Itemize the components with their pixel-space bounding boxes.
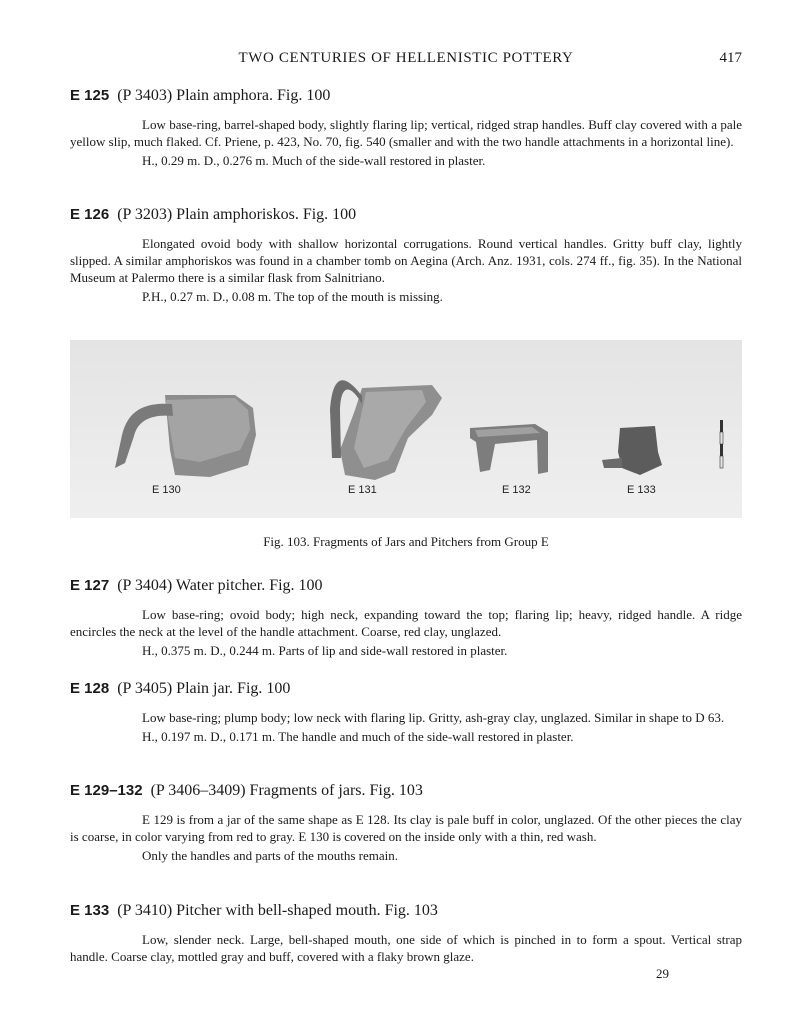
figure-label-e132: E 132	[502, 484, 531, 496]
entry-title: (P 3403) Plain amphora. Fig. 100	[117, 87, 331, 104]
catalogue-number: E 129–132	[70, 782, 143, 799]
remarks: Only the handles and parts of the mouths remain.	[142, 848, 398, 863]
figure-photograph	[70, 340, 742, 518]
entry-description	[70, 235, 742, 305]
entry-heading	[70, 901, 742, 921]
entry-title: (P 3405) Plain jar. Fig. 100	[117, 680, 291, 697]
entry-title: (P 3406–3409) Fragments of jars. Fig. 103	[150, 782, 423, 799]
measurements: H., 0.375 m. D., 0.244 m. Parts of lip and side-wall restored in plaster.	[142, 643, 508, 658]
entry-e125	[70, 86, 742, 169]
entry-e126	[70, 205, 742, 305]
catalogue-number: E 125	[70, 87, 110, 104]
entry-heading	[70, 576, 742, 596]
catalogue-number: E 128	[70, 680, 110, 697]
entry-description	[70, 811, 742, 864]
entry-heading	[70, 205, 742, 225]
entry-e127	[70, 576, 742, 659]
measurements: P.H., 0.27 m. D., 0.08 m. The top of the mouth is missing.	[142, 289, 443, 304]
paragraph: Low base-ring; ovoid body; high neck, expanding toward the top; flaring lip; heavy, ridged handle. A ridge encircles the neck at the level of the handle attachment. Coarse, red clay, unglazed.	[70, 607, 742, 639]
paragraph: Low, slender neck. Large, bell-shaped mouth, one side of which is pinched in to form a spout. Vertical strap handle. Coarse clay, mottled gray and buff, covered with a flaky brown glaze.	[70, 932, 742, 964]
running-head	[70, 50, 742, 72]
measurements: H., 0.197 m. D., 0.171 m. The handle and much of the side-wall restored in plaster.	[142, 729, 574, 744]
entry-description	[70, 606, 742, 659]
paragraph: E 129 is from a jar of the same shape as E 128. Its clay is pale buff in color, unglazed. Of the other pieces the clay is coarse, in color varying from red to gray. E 130 is covered on the inside only with a thin, red wash.	[70, 812, 742, 844]
running-title: TWO CENTURIES OF HELLENISTIC POTTERY	[238, 50, 574, 66]
measurements: H., 0.29 m. D., 0.276 m. Much of the side-wall restored in plaster.	[142, 153, 486, 168]
figure-caption: Fig. 103. Fragments of Jars and Pitchers from Group E	[263, 534, 549, 549]
entry-description	[70, 116, 742, 169]
figure-label-e131: E 131	[348, 484, 377, 496]
catalogue-number: E 133	[70, 902, 110, 919]
entry-title: (P 3203) Plain amphoriskos. Fig. 100	[117, 206, 357, 223]
scale-bar	[720, 420, 723, 468]
entry-title: (P 3404) Water pitcher. Fig. 100	[117, 577, 323, 594]
catalogue-number: E 126	[70, 206, 110, 223]
entry-e129-132	[70, 781, 742, 864]
entry-e128	[70, 679, 742, 745]
entry-description	[70, 709, 742, 745]
entry-heading	[70, 781, 742, 801]
figure-label-e130: E 130	[152, 484, 181, 496]
paragraph: Elongated ovoid body with shallow horizontal corrugations. Round vertical handles. Gritty buff clay, lightly slipped. A similar amphoriskos was found in a chamber tomb on Aegina (Arch. Anz. 1931, cols. 274 ff., fig. 35). In the National Museum at Palermo there is a similar flask from Salnitriano.	[70, 236, 742, 285]
figure-label-e133: E 133	[627, 484, 656, 496]
entry-heading	[70, 86, 742, 106]
paragraph: Low base-ring, barrel-shaped body, slightly flaring lip; vertical, ridged strap handles. Buff clay covered with a pale yellow slip, much flaked. Cf. Priene, p. 423, No. 70, fig. 540 (smaller and with the two handle attachments in a horizontal line).	[70, 117, 742, 149]
catalogue-number: E 127	[70, 577, 110, 594]
entry-description	[70, 931, 742, 965]
entry-heading	[70, 679, 742, 699]
page-number: 417	[719, 50, 742, 66]
entry-e133	[70, 901, 742, 965]
signature-mark: 29	[656, 966, 669, 981]
entry-title: (P 3410) Pitcher with bell-shaped mouth. Fig. 103	[117, 902, 438, 919]
paragraph: Low base-ring; plump body; low neck with flaring lip. Gritty, ash-gray clay, unglazed. Similar in shape to D 63.	[142, 710, 725, 725]
